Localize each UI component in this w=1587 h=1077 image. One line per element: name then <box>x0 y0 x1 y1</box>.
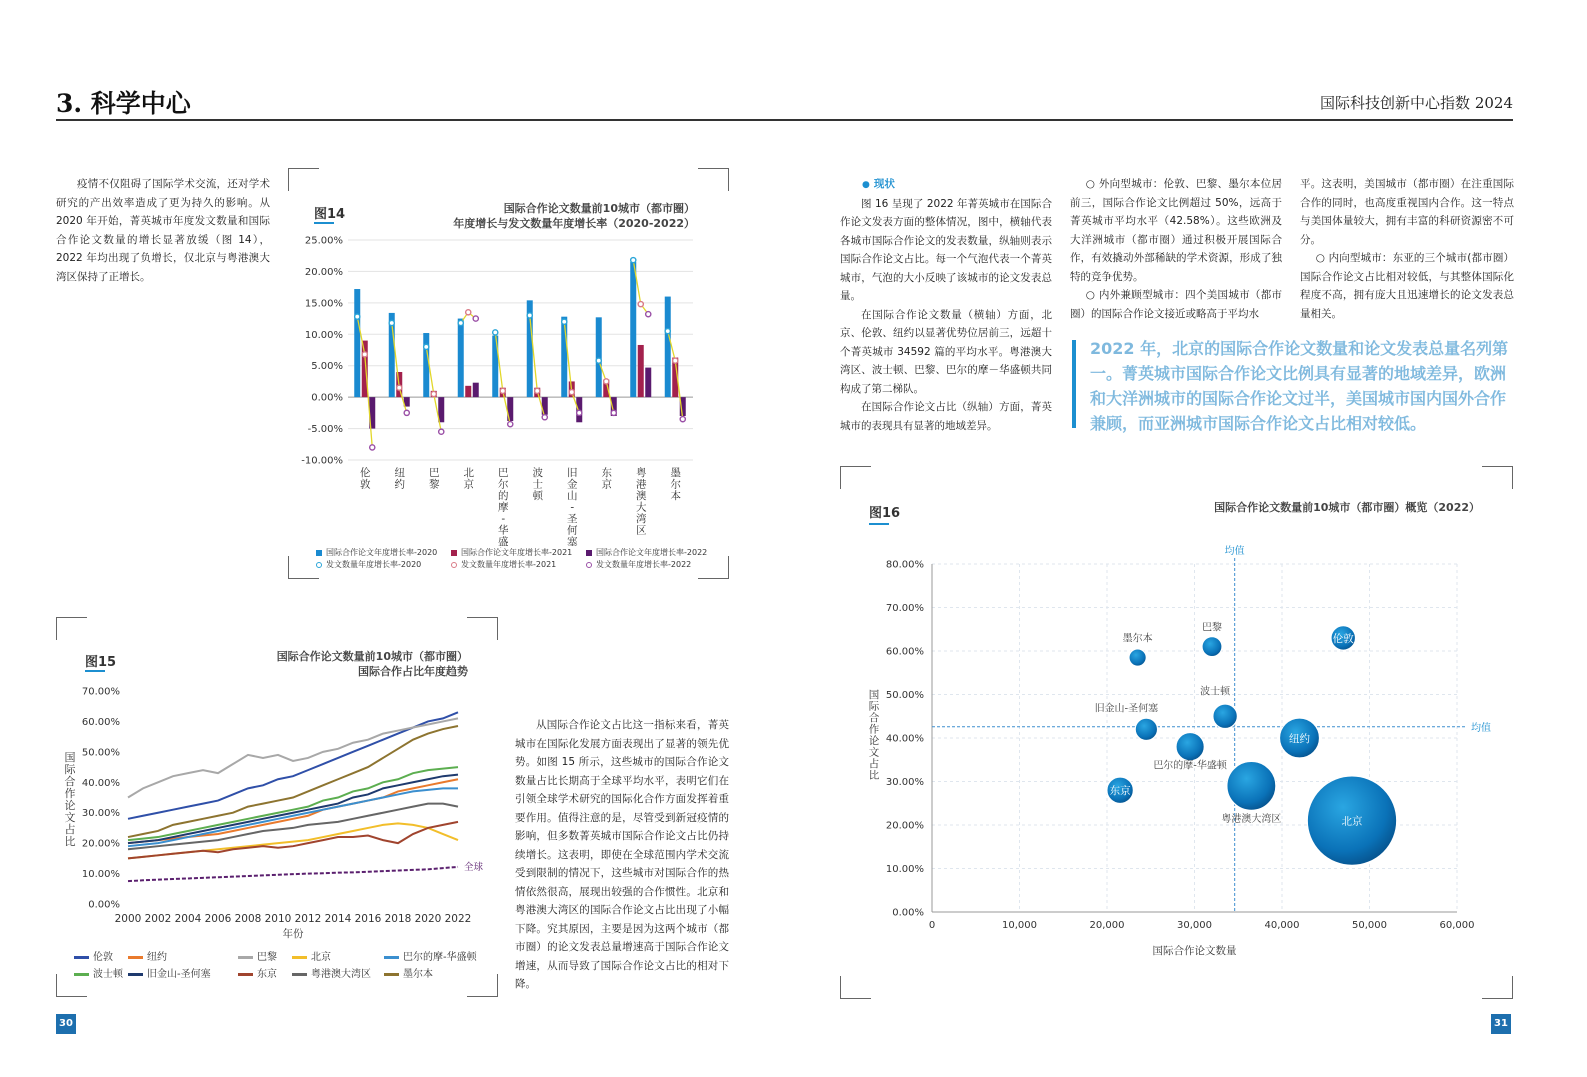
fig14-category-char: 摩 <box>498 501 509 514</box>
fig16-title: 国际合作论文数量前10城市（都市圈）概览（2022） <box>1214 501 1480 514</box>
fig14-point <box>439 429 444 434</box>
fig16-ylabel-char: 文 <box>868 746 880 759</box>
fig14-point <box>431 391 436 396</box>
fig14-corner-tr <box>698 168 729 191</box>
fig14-corner-tl <box>288 168 319 191</box>
legend-square-icon <box>316 550 322 556</box>
legend-line-icon <box>292 956 307 959</box>
fig16-xtick-label: 50,000 <box>1352 920 1387 931</box>
fig14-legend-label: 发文数量年度增长率-2020 <box>326 560 422 569</box>
section-title: 3. 科学中心 <box>56 89 191 118</box>
fig14-category-char: 纽 <box>394 467 405 479</box>
fig14-bar <box>354 289 360 397</box>
fig14-category-char: 约 <box>394 478 405 491</box>
fig14-title-line2: 年度增长与发文数量年度增长率（2020-2022） <box>453 217 695 230</box>
fig14-category-char: 华 <box>498 524 509 537</box>
fig16-ylabel-char: 比 <box>868 769 880 782</box>
fig14-category-char: 的 <box>498 490 509 502</box>
fig14-legend-item <box>586 559 691 570</box>
fig14-ytick-label: -10.00% <box>301 455 343 467</box>
fig15-legend <box>74 948 494 984</box>
fig15-legend-item <box>128 948 167 963</box>
fig14-bar <box>645 368 651 398</box>
fig15-xtick-label: 2016 <box>354 913 382 925</box>
fig14-category-char: 本 <box>670 490 681 502</box>
col2-balanced <box>1070 286 1282 323</box>
fig16-bubble <box>1213 704 1237 728</box>
fig15-title-line2: 国际合作占比年度趋势 <box>358 665 468 678</box>
fig14-legend <box>316 547 716 573</box>
fig15-ylabel-char: 占 <box>64 823 76 836</box>
fig14-category-char: 波 <box>532 467 543 479</box>
fig15-ylabel <box>65 751 77 848</box>
fig15-ytick-label: 70.00% <box>81 686 120 698</box>
fig15-legend-label: 巴黎 <box>257 952 277 963</box>
col2-outward-text: 伦敦、巴黎、墨尔本位居前三，国际合作论文比例超过 50%，远高于菁英城市平均水平（42.58%）。这些欧洲及大洋洲城市（都市圈）通过积极开展国际合作，有效撬动外部稀缺的学术资源，形成了独特的竞争优势。 <box>1070 178 1283 283</box>
col2-outward-lead: ○ 外向型城市： <box>1085 178 1164 190</box>
fig15-legend-item <box>292 948 331 963</box>
fig14-ytick-label: 10.00% <box>304 329 343 341</box>
fig15-ytick-label: 0.00% <box>88 899 120 911</box>
fig14-point <box>596 358 601 363</box>
fig16-label-underline <box>869 523 889 525</box>
col1-paragraph2: 在国际合作论文数量（横轴）方面，北京、伦敦、纽约以显著优势位居前三，远超十个菁英城市 34592 篇的平均水平。粤港澳大湾区、波士顿、巴黎、巴尔的摩－华盛顿共同构成了第二梯队。 <box>840 308 1052 395</box>
fig14-legend-item <box>586 547 707 558</box>
fig15-label: 图15 <box>85 655 117 670</box>
legend-line-icon <box>128 973 143 976</box>
fig16-ytick-label: 70.00% <box>885 603 924 614</box>
fig16-ytick-label: 10.00% <box>885 864 924 875</box>
col1-paragraph1: 图 16 呈现了 2022 年菁英城市在国际合作论文发表方面的整体情况，图中，横轴代表各城市国际合作论文的发表数量，纵轴则表示国际合作论文占比。每一个气泡代表一个菁英城市，气泡的大小反映了该城市的论文发表总量。 <box>840 197 1052 302</box>
fig14-point <box>389 320 394 325</box>
col3-inward-text: 东亚的三个城市(都市圈）国际合作论文占比相对较低，与其整体国际化程度不高，拥有庞大且迅速增长的论文发表总量相关。 <box>1300 252 1514 320</box>
fig14-point <box>500 388 505 393</box>
fig16-bubble <box>1227 761 1276 810</box>
middle-paragraph <box>515 716 729 994</box>
legend-line-icon <box>128 956 143 959</box>
fig16-xtick-label: 40,000 <box>1264 920 1300 931</box>
fig15-legend-label: 北京 <box>311 952 331 963</box>
fig14-category-label <box>429 467 440 491</box>
fig14-category-label <box>360 466 371 491</box>
fig16-ylabel <box>869 689 880 782</box>
legend-line-icon <box>74 973 89 976</box>
fig14-legend-label: 发文数量年度增长率-2021 <box>461 560 557 569</box>
page-number-right: 31 <box>1491 1014 1511 1034</box>
fig14-point <box>631 258 636 263</box>
fig14-corner-bl <box>288 556 319 579</box>
fig14-category-label <box>498 467 509 548</box>
fig14-point <box>370 445 375 450</box>
fig14-point <box>646 312 651 317</box>
fig14-point <box>638 302 643 307</box>
fig16-ylabel-char: 际 <box>868 700 880 713</box>
legend-line-icon <box>384 956 399 959</box>
fig14-category-char: 顿 <box>532 490 543 502</box>
fig16-mean-x-label: 均值 <box>1224 546 1245 557</box>
fig14-category-label <box>533 466 544 502</box>
fig16-bubble <box>1176 733 1204 761</box>
fig15-xtick-label: 2022 <box>444 913 472 925</box>
fig14-point <box>569 390 574 395</box>
fig16-ytick-label: 60.00% <box>885 646 924 658</box>
fig15-xtick-label: 2020 <box>414 913 442 925</box>
fig14-point <box>577 410 582 415</box>
fig14-legend-item <box>451 559 556 570</box>
col2-balanced-lead: ○ 内外兼顾型城市： <box>1085 289 1186 301</box>
fig15-legend-label: 伦敦 <box>93 952 113 963</box>
fig14-point <box>424 344 429 349</box>
fig14-category-char: 黎 <box>429 478 440 491</box>
fig15-legend-item <box>384 965 433 980</box>
fig14-legend-item <box>451 547 572 558</box>
legend-line-icon <box>292 973 307 976</box>
fig14-bar <box>458 319 464 398</box>
fig16-label: 图16 <box>869 506 901 521</box>
fig16-ytick-label: 50.00% <box>885 690 924 701</box>
fig15-ytick-label: 30.00% <box>81 808 120 820</box>
fig14-category-label <box>567 466 578 548</box>
fig15-legend-item <box>74 948 113 963</box>
fig16-bubble-label: 东京 <box>1109 785 1131 798</box>
quote-accent-bar <box>1072 340 1076 428</box>
fig15-global-label: 全球 <box>464 861 484 873</box>
fig14-bar <box>630 262 636 397</box>
fig15-xtick-label: 2000 <box>114 913 142 925</box>
fig14-bar <box>596 317 602 397</box>
fig14-category-char: 金 <box>567 478 578 491</box>
fig15-legend-item <box>292 965 371 980</box>
col2-outward <box>1070 175 1282 286</box>
col3-inward <box>1300 249 1514 323</box>
fig14-bar <box>465 386 471 397</box>
fig16-bubble-label: 巴黎 <box>1202 622 1222 634</box>
fig14-bar <box>423 333 429 397</box>
publication-title: 国际科技创新中心指数 2024 <box>1320 94 1513 112</box>
fig14-chart <box>290 228 710 548</box>
fig16-bubble-label: 波士顿 <box>1200 686 1231 698</box>
fig14-point <box>604 379 609 384</box>
fig14-point <box>397 385 402 390</box>
fig16-ytick-label: 30.00% <box>885 777 924 788</box>
fig14-category-char: 京 <box>601 478 612 491</box>
fig16-corner-br <box>1482 976 1513 999</box>
fig14-ytick-label: 0.00% <box>311 392 343 404</box>
fig15-xtick-label: 2018 <box>384 913 412 925</box>
fig14-ytick-label: 5.00% <box>311 361 343 373</box>
fig16-bubble-label: 北京 <box>1341 815 1363 828</box>
fig14-point <box>362 352 367 357</box>
fig14-category-char: 湾 <box>636 513 647 525</box>
fig14-point <box>535 388 540 393</box>
legend-circle-icon <box>316 562 322 568</box>
fig14-category-char: 澳 <box>636 490 647 502</box>
fig14-legend-label: 发文数量年度增长率-2022 <box>596 560 692 569</box>
fig15-ylabel-char: 国 <box>64 751 76 764</box>
fig16-xtick-label: 20,000 <box>1089 920 1125 931</box>
fig14-category-char: 士 <box>532 478 543 491</box>
col1-paragraph3: 在国际合作论文占比（纵轴）方面，菁英城市的表现具有显著的地域差异。 <box>840 401 1052 432</box>
legend-line-icon <box>238 973 253 976</box>
legend-circle-icon <box>586 562 592 568</box>
fig15-ytick-label: 60.00% <box>81 716 120 728</box>
fig14-category-char: 大 <box>636 501 647 514</box>
fig14-category-char: 东 <box>601 467 612 479</box>
fig16-ytick-label: 0.00% <box>892 907 924 919</box>
fig16-bubble-label: 粤港澳大湾区 <box>1221 813 1282 825</box>
fig15-xtick-label: 2004 <box>174 913 202 925</box>
fig14-point <box>527 313 532 318</box>
fig14-point <box>473 316 478 321</box>
fig15-ylabel-char: 作 <box>64 787 76 800</box>
fig14-bar <box>362 341 368 398</box>
fig14-ytick-label: -5.00% <box>307 424 343 436</box>
fig15-ylabel-char: 比 <box>64 835 76 848</box>
fig14-legend-item <box>316 547 437 558</box>
legend-square-icon <box>586 550 592 556</box>
right-col1 <box>840 175 1052 435</box>
fig15-xtick-label: 2010 <box>264 913 292 925</box>
fig14-category-char: 区 <box>636 524 647 537</box>
legend-square-icon <box>451 550 457 556</box>
fig15-legend-item <box>128 965 211 980</box>
fig14-bar <box>473 383 479 397</box>
fig14-category-char: 港 <box>636 478 647 491</box>
fig16-corner-tl <box>840 466 871 489</box>
fig14-point <box>673 358 678 363</box>
fig15-series-line <box>128 767 458 840</box>
fig14-point <box>508 422 513 427</box>
fig14-bar <box>638 345 644 397</box>
fig14-category-char: 何 <box>567 524 578 537</box>
fig15-ylabel-char: 文 <box>64 811 76 824</box>
fig15-xtick-label: 2012 <box>294 913 322 925</box>
fig14-category-char: 北 <box>463 467 474 479</box>
fig16-ytick-label: 40.00% <box>885 733 924 745</box>
right-col3 <box>1300 175 1514 323</box>
fig14-category-char: 塞 <box>567 536 578 548</box>
fig15-ylabel-char: 合 <box>64 775 76 788</box>
fig14-point <box>493 330 498 335</box>
header-divider <box>56 119 1513 121</box>
fig16-bubble <box>1135 718 1157 740</box>
pull-quote: 2022 年，北京的国际合作论文数量和论文发表总量名列第一。菁英城市国际合作论文比例具有显著的地域差异，欧洲和大洋洲城市的国际合作论文过半，美国城市国内国外合作兼顾，而亚洲城市国际合作论文占比相对较低。 <box>1090 339 1509 433</box>
fig14-category-char: 盛 <box>498 536 509 548</box>
fig14-legend-item <box>316 559 421 570</box>
fig15-xtick-label: 2006 <box>204 913 232 925</box>
fig14-point <box>562 319 567 324</box>
fig14-category-label <box>464 467 475 491</box>
fig16-ylabel-char: 论 <box>868 735 880 747</box>
fig14-title <box>420 201 695 231</box>
fig14-category-char: 圣 <box>567 513 578 525</box>
fig14-category-char: 敦 <box>360 478 371 491</box>
fig16-mean-y-label: 均值 <box>1471 722 1491 734</box>
fig16-bubble-label: 纽约 <box>1289 733 1310 745</box>
fig15-legend-label: 纽约 <box>147 952 167 963</box>
fig16-ylabel-char: 国 <box>868 689 880 701</box>
fig15-legend-label: 粤港澳大湾区 <box>311 969 371 980</box>
fig14-category-label <box>395 467 406 491</box>
fig14-point <box>458 320 463 325</box>
legend-circle-icon <box>451 562 457 568</box>
fig14-category-char: 巴 <box>429 467 440 479</box>
fig14-legend-label: 国际合作论文年度增长率-2020 <box>326 548 438 557</box>
fig15-title <box>200 649 468 679</box>
fig15-corner-tr <box>467 617 498 640</box>
fig14-point <box>404 410 409 415</box>
fig14-category-char: 京 <box>463 478 474 491</box>
fig16-ytick-label: 20.00% <box>885 820 924 832</box>
legend-line-icon <box>384 973 399 976</box>
fig15-ylabel-char: 论 <box>64 799 76 812</box>
bullet-dot-icon: ● <box>862 180 870 190</box>
fig14-category-label <box>636 466 647 537</box>
fig15-ytick-label: 20.00% <box>81 838 120 850</box>
fig15-legend-label: 波士顿 <box>93 969 123 980</box>
fig14-category-label <box>602 466 613 491</box>
fig16-xtick-label: 30,000 <box>1177 920 1212 931</box>
fig16-bubble-label: 墨尔本 <box>1122 633 1153 645</box>
fig14-category-char: 巴 <box>498 467 509 479</box>
fig14-category-char: 尔 <box>498 478 509 491</box>
fig15-ytick-label: 40.00% <box>81 777 120 789</box>
fig15-series-line <box>128 867 458 881</box>
col2-balanced-text: 四个美国城市（都市圈）的国际合作论文接近或略高于平均水 <box>1070 289 1283 320</box>
fig15-legend-item <box>74 965 123 980</box>
fig16-chart <box>860 540 1500 965</box>
fig14-legend-label: 国际合作论文年度增长率-2022 <box>596 548 708 557</box>
fig15-ylabel-char: 际 <box>64 763 76 776</box>
fig15-corner-tl <box>56 617 87 640</box>
fig15-legend-label: 墨尔本 <box>403 969 433 980</box>
status-label: 现状 <box>873 178 895 190</box>
fig14-category-char: 伦 <box>360 467 371 479</box>
fig15-series-line <box>128 726 458 837</box>
fig14-category-char: 旧 <box>567 467 578 479</box>
fig16-corner-tr <box>1482 466 1513 489</box>
fig16-ylabel-char: 合 <box>868 712 880 724</box>
fig16-bubble-label: 巴尔的摩-华盛顿 <box>1153 760 1227 772</box>
fig14-category-char: 山 <box>567 490 578 502</box>
fig14-point <box>466 310 471 315</box>
intro-paragraph <box>56 175 270 286</box>
fig14-point <box>680 417 685 422</box>
intro-text: 疫情不仅阻碍了国际学术交流，还对学术研究的产出效率造成了更为持久的影响。从 2020 年开始，菁英城市年度发文数量和国际合作论文数量的增长显著放缓（图 14），2022 年均出现了负增长，仅北京与粤港澳大湾区保持了正增长。 <box>56 178 270 283</box>
fig14-point <box>355 314 360 319</box>
fig14-title-line1: 国际合作论文数量前10城市（都市圈） <box>503 202 695 215</box>
fig15-legend-label: 东京 <box>257 969 277 980</box>
fig14-bar <box>665 297 671 398</box>
fig15-xtick-label: 2008 <box>234 913 262 925</box>
fig16-ylabel-char: 占 <box>868 758 880 770</box>
fig14-category-label <box>671 467 682 502</box>
fig16-xtick-label: 0 <box>928 920 936 931</box>
fig15-legend-item <box>238 948 277 963</box>
fig14-label: 图14 <box>314 207 346 222</box>
fig14-category-char: - <box>501 513 506 525</box>
fig14-category-char: 尔 <box>670 478 681 491</box>
fig15-xlabel: 年份 <box>282 928 304 940</box>
fig14-legend-label: 国际合作论文年度增长率-2021 <box>461 548 573 557</box>
fig15-legend-item <box>238 965 277 980</box>
fig15-chart <box>58 680 488 945</box>
fig15-legend-label: 巴尔的摩-华盛顿 <box>403 952 477 963</box>
fig15-legend-item <box>384 948 477 963</box>
right-col2 <box>1070 175 1282 323</box>
fig16-bubble-label: 伦敦 <box>1332 632 1354 645</box>
fig15-xtick-label: 2002 <box>144 913 172 925</box>
legend-line-icon <box>74 956 89 959</box>
fig14-category-char: 粤 <box>636 467 647 479</box>
fig14-point <box>665 329 670 334</box>
fig15-label-underline <box>85 670 105 672</box>
fig16-corner-bl <box>840 976 871 999</box>
fig15-legend-label: 旧金山-圣何塞 <box>147 969 211 980</box>
fig16-xtick-label: 10,000 <box>1002 920 1037 931</box>
fig15-ytick-label: 10.00% <box>81 869 120 881</box>
status-heading <box>840 175 1052 195</box>
fig15-title-line1: 国际合作论文数量前10城市（都市圈） <box>276 650 468 663</box>
fig15-xtick-label: 2014 <box>324 913 352 925</box>
legend-line-icon <box>238 956 253 959</box>
fig14-ytick-label: 20.00% <box>304 266 343 278</box>
fig14-point <box>542 415 547 420</box>
fig16-ytick-label: 80.00% <box>885 559 924 571</box>
fig14-ytick-label: 25.00% <box>304 235 343 247</box>
fig16-bubble-label: 旧金山-圣何塞 <box>1094 703 1159 715</box>
fig15-ytick-label: 50.00% <box>81 747 120 759</box>
fig16-bubble <box>1129 649 1146 666</box>
fig16-xlabel: 国际合作论文数量 <box>1152 945 1237 957</box>
page-number-left: 30 <box>56 1014 76 1034</box>
middle-text: 从国际合作论文占比这一指标来看，菁英城市在国际化发展方面表现出了显著的领先优势。如图 15 所示，这些城市的国际合作论文数量占比长期高于全球平均水平，表明它们在引领全球学术研究的国际化合作方面发挥着重要作用。值得注意的是，尽管受到新冠疫情的影响，但多数菁英城市国际合作论文占比仍持续增长。这表明，即使在全球范围内学术交流受到限制的情况下，这些城市对国际合作的热情依然很高，展现出较强的合作惯性。北京和粤港澳大湾区的国际合作论文占比出现了小幅下降。究其原因，主要是因为这两个城市（都市圈）的论文发表总量增速高于国际合作论文增速，从而导致了国际合作论文占比的相对下降。 <box>515 719 729 990</box>
fig14-ytick-label: 15.00% <box>304 298 343 310</box>
fig14-category-char: - <box>570 501 575 514</box>
col3-balanced-continued: 平。这表明，美国城市（都市圈）在注重国际合作的同时，也高度重视国内合作。这一特点与美国体量较大，拥有丰富的科研资源密不可分。 <box>1300 178 1514 246</box>
fig14-label-underline <box>314 222 334 224</box>
fig14-category-char: 墨 <box>670 467 681 479</box>
fig16-bubble <box>1202 637 1222 657</box>
col3-inward-lead: ○ 内向型城市： <box>1315 252 1393 264</box>
fig14-point <box>611 410 616 415</box>
fig16-ylabel-char: 作 <box>868 723 880 736</box>
fig14-bar <box>561 317 567 397</box>
fig16-xtick-label: 60,000 <box>1439 920 1475 931</box>
